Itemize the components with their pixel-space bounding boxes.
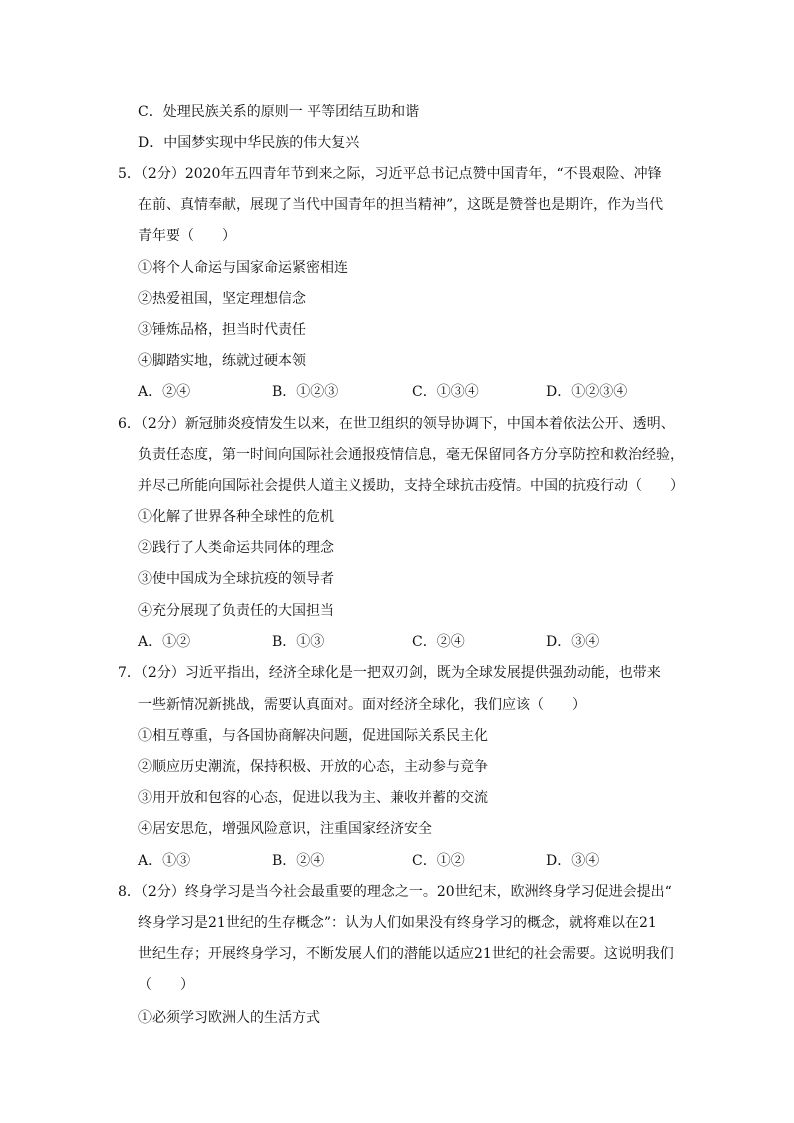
choice-a: A．①③ <box>138 853 191 869</box>
statement-item: ③锤炼品格，担当时代责任 <box>138 322 306 338</box>
option-c: C．处理民族关系的原则一 平等团结互助和谐 <box>138 104 420 120</box>
question-stem-line: 一些新情况新挑战，需要认真面对。面对经济全球化，我们应该（ ） <box>138 697 586 713</box>
question-stem-line: 终身学习是21世纪的生存概念”：认为人们如果没有终身学习的概念，就将难以在21 <box>138 915 657 931</box>
statement-item: ④脚踏实地，练就过硬本领 <box>138 353 306 369</box>
choice-b: B．②④ <box>272 853 325 869</box>
statement-item: ④充分展现了负责任的大国担当 <box>138 603 334 619</box>
question-stem-line: 在前、真情奉献，展现了当代中国青年的担当精神”，这既是赞誉也是期许，作为当代 <box>138 197 664 213</box>
choice-d: D．①②③④ <box>546 384 628 400</box>
statement-item: ①相互尊重，与各国协商解决问题，促进国际关系民主化 <box>138 728 488 744</box>
question-stem-line: 世纪生存；开展终身学习，不断发展人们的潜能以适应21世纪的社会需要。这说明我们 <box>138 946 674 962</box>
question-stem-line: 6．（2分）新冠肺炎疫情发生以来，在世卫组织的领导协调下，中国本着依法公开、透明、 <box>118 416 675 432</box>
choice-d: D．③④ <box>546 853 600 869</box>
choice-b: B．①②③ <box>272 384 339 400</box>
choice-b: B．①③ <box>272 634 325 650</box>
choice-c: C．②④ <box>412 634 465 650</box>
statement-item: ①将个人命运与国家命运紧密相连 <box>138 260 348 276</box>
statement-item: ④居安思危，增强风险意识，注重国家经济安全 <box>138 821 432 837</box>
question-stem-line: 青年要（ ） <box>138 228 236 244</box>
question-stem-line: 7．（2分）习近平指出，经济全球化是一把双刃剑，既为全球发展提供强劲动能，也带来 <box>118 665 661 681</box>
choice-c: C．①② <box>412 853 465 869</box>
statement-item: ①化解了世界各种全球性的危机 <box>138 509 334 525</box>
statement-item: ①必须学习欧洲人的生活方式 <box>138 1010 320 1026</box>
option-d: D．中国梦实现中华民族的伟大复兴 <box>138 135 360 151</box>
choice-a: A．②④ <box>138 384 191 400</box>
question-stem-line: （ ） <box>138 977 194 993</box>
statement-item: ②顺应历史潮流，保持积极、开放的心态，主动参与竞争 <box>138 759 488 775</box>
choice-c: C．①③④ <box>412 384 479 400</box>
question-stem-line: 并尽己所能向国际社会提供人道主义援助，支持全球抗击疫情。中国的抗疫行动（ ） <box>138 478 684 494</box>
statement-item: ③用开放和包容的心态，促进以我为主、兼收并蓄的交流 <box>138 790 488 806</box>
choice-a: A．①② <box>138 634 191 650</box>
statement-item: ②热爱祖国，坚定理想信念 <box>138 291 306 307</box>
choice-d: D．③④ <box>546 634 600 650</box>
statement-item: ②践行了人类命运共同体的理念 <box>138 540 334 556</box>
question-stem-line: 8．（2分）终身学习是当今社会最重要的理念之一。20世纪末，欧洲终身学习促进会提出“ <box>118 884 672 900</box>
question-stem-line: 负责任态度，第一时间向国际社会通报疫情信息，毫无保留同各方分享防控和救治经验， <box>138 447 684 463</box>
question-stem-line: 5．（2分）2020年五四青年节到来之际，习近平总书记点赞中国青年，“不畏艰险、冲锋 <box>118 166 662 182</box>
statement-item: ③使中国成为全球抗疫的领导者 <box>138 571 334 587</box>
